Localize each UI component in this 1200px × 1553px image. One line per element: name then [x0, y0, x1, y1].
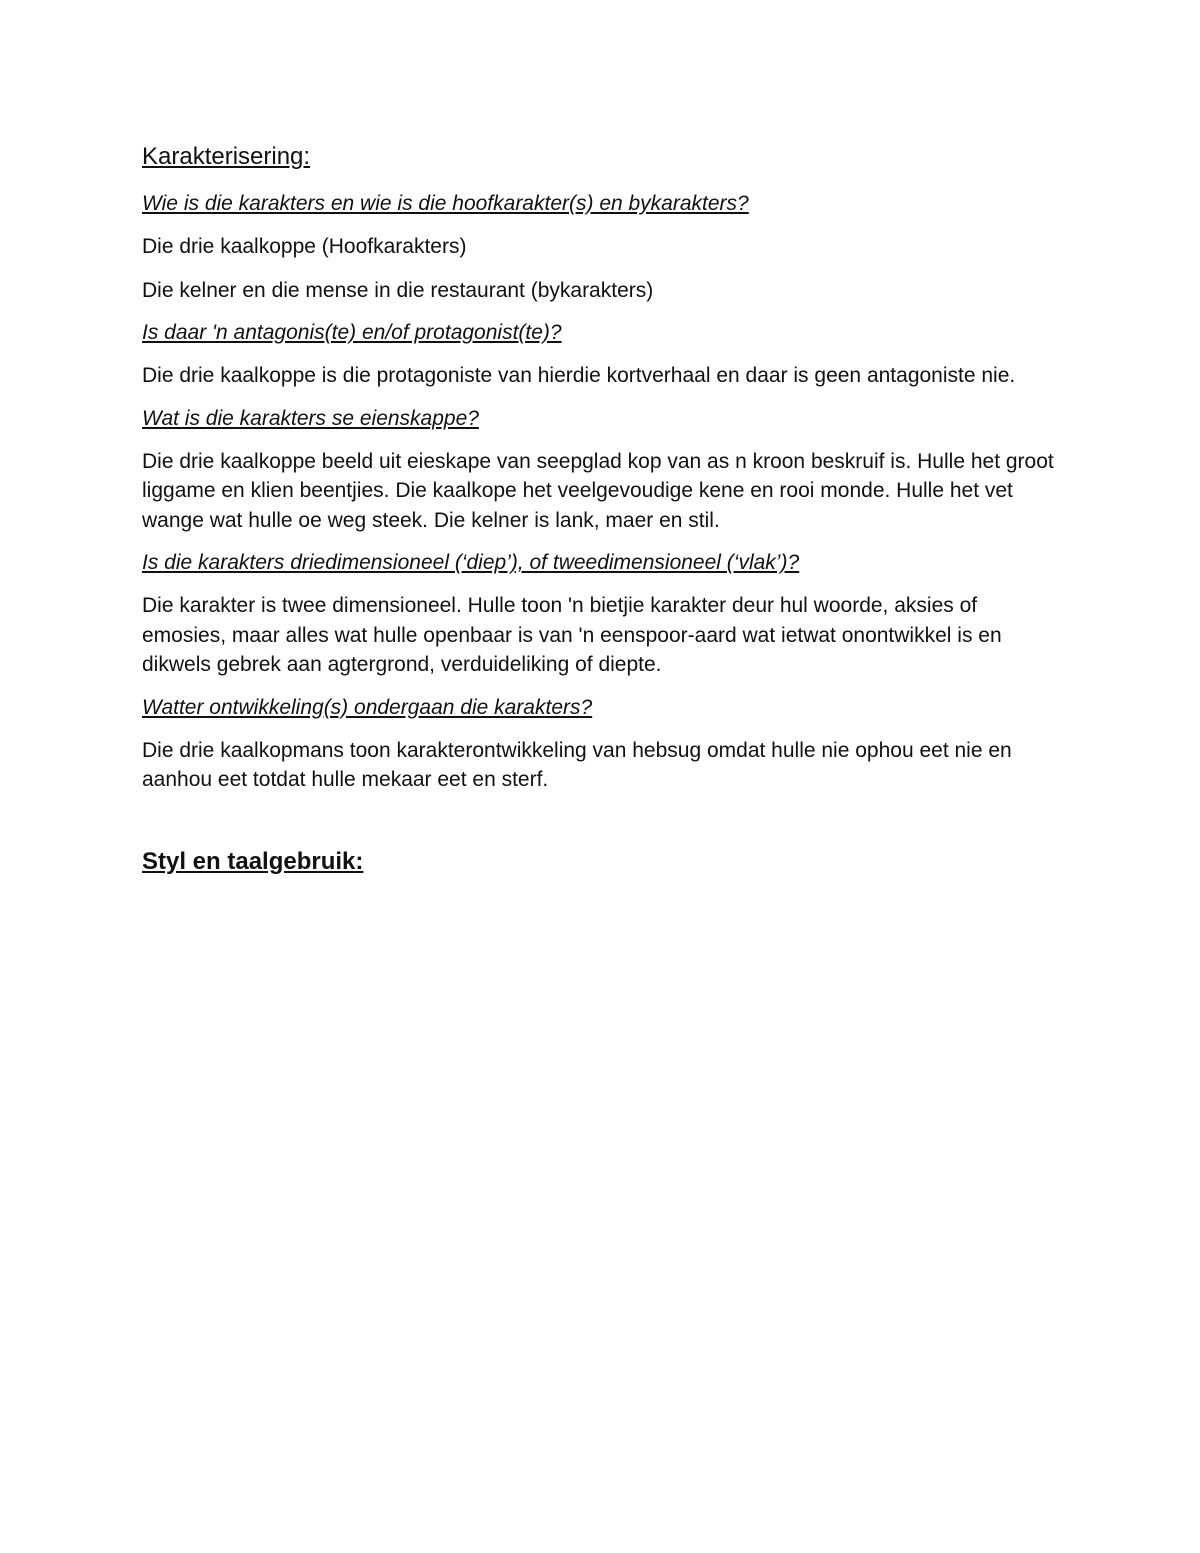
answer-antagonist: Die drie kaalkoppe is die protagoniste van hierdie kortverhaal en daar is geen antagoniste nie. [142, 364, 1016, 387]
question-dimension: Is die karakters driedimensioneel (‘diep’), of tweedimensioneel (‘vlak’)? [142, 551, 800, 574]
question-development: Watter ontwikkeling(s) ondergaan die karakters? [142, 695, 593, 719]
answer-dimension: Die karakter is twee dimensioneel. Hulle toon 'n bietjie karakter deur hul woorde, aksies of emosies, maar alles wat hulle openbaar is van 'n eenspoor-aard wat ietwat onontwikkel is en dikwels gebrek aan agtergrond, verduideliking of diepte. [142, 594, 1002, 676]
answer-development: Die drie kaalkopmans toon karakterontwikkeling van hebsug omdat hulle nie ophou eet nie en aanhou eet totdat hulle mekaar eet en sterf. [142, 738, 1012, 791]
answer-traits: Die drie kaalkoppe beeld uit eieskape van seepglad kop van as n kroon beskruif is. Hulle het groot liggame en klien beentjies. Die kaalkope het veelgevoudige kene en rooi monde. Hulle het vet wange wat hulle oe weg steek. Die kelner is lank, maer en stil. [142, 449, 1054, 532]
document-page [142, 140, 1062, 879]
section-title-karakterisering: Karakterisering: [142, 143, 311, 170]
answer-side-characters: Die kelner en die mense in die restaurant (bykarakters) [142, 278, 654, 302]
question-characters: Wie is die karakters en wie is die hoofkarakter(s) en bykarakters? [142, 192, 749, 215]
question-antagonist: Is daar 'n antagonis(te) en/of protagonist(te)? [142, 321, 562, 344]
question-traits: Wat is die karakters se eienskappe? [142, 406, 479, 430]
section-title-styl: Styl en taalgebruik: [142, 847, 364, 875]
answer-main-characters: Die drie kaalkoppe (Hoofkarakters) [142, 235, 467, 258]
